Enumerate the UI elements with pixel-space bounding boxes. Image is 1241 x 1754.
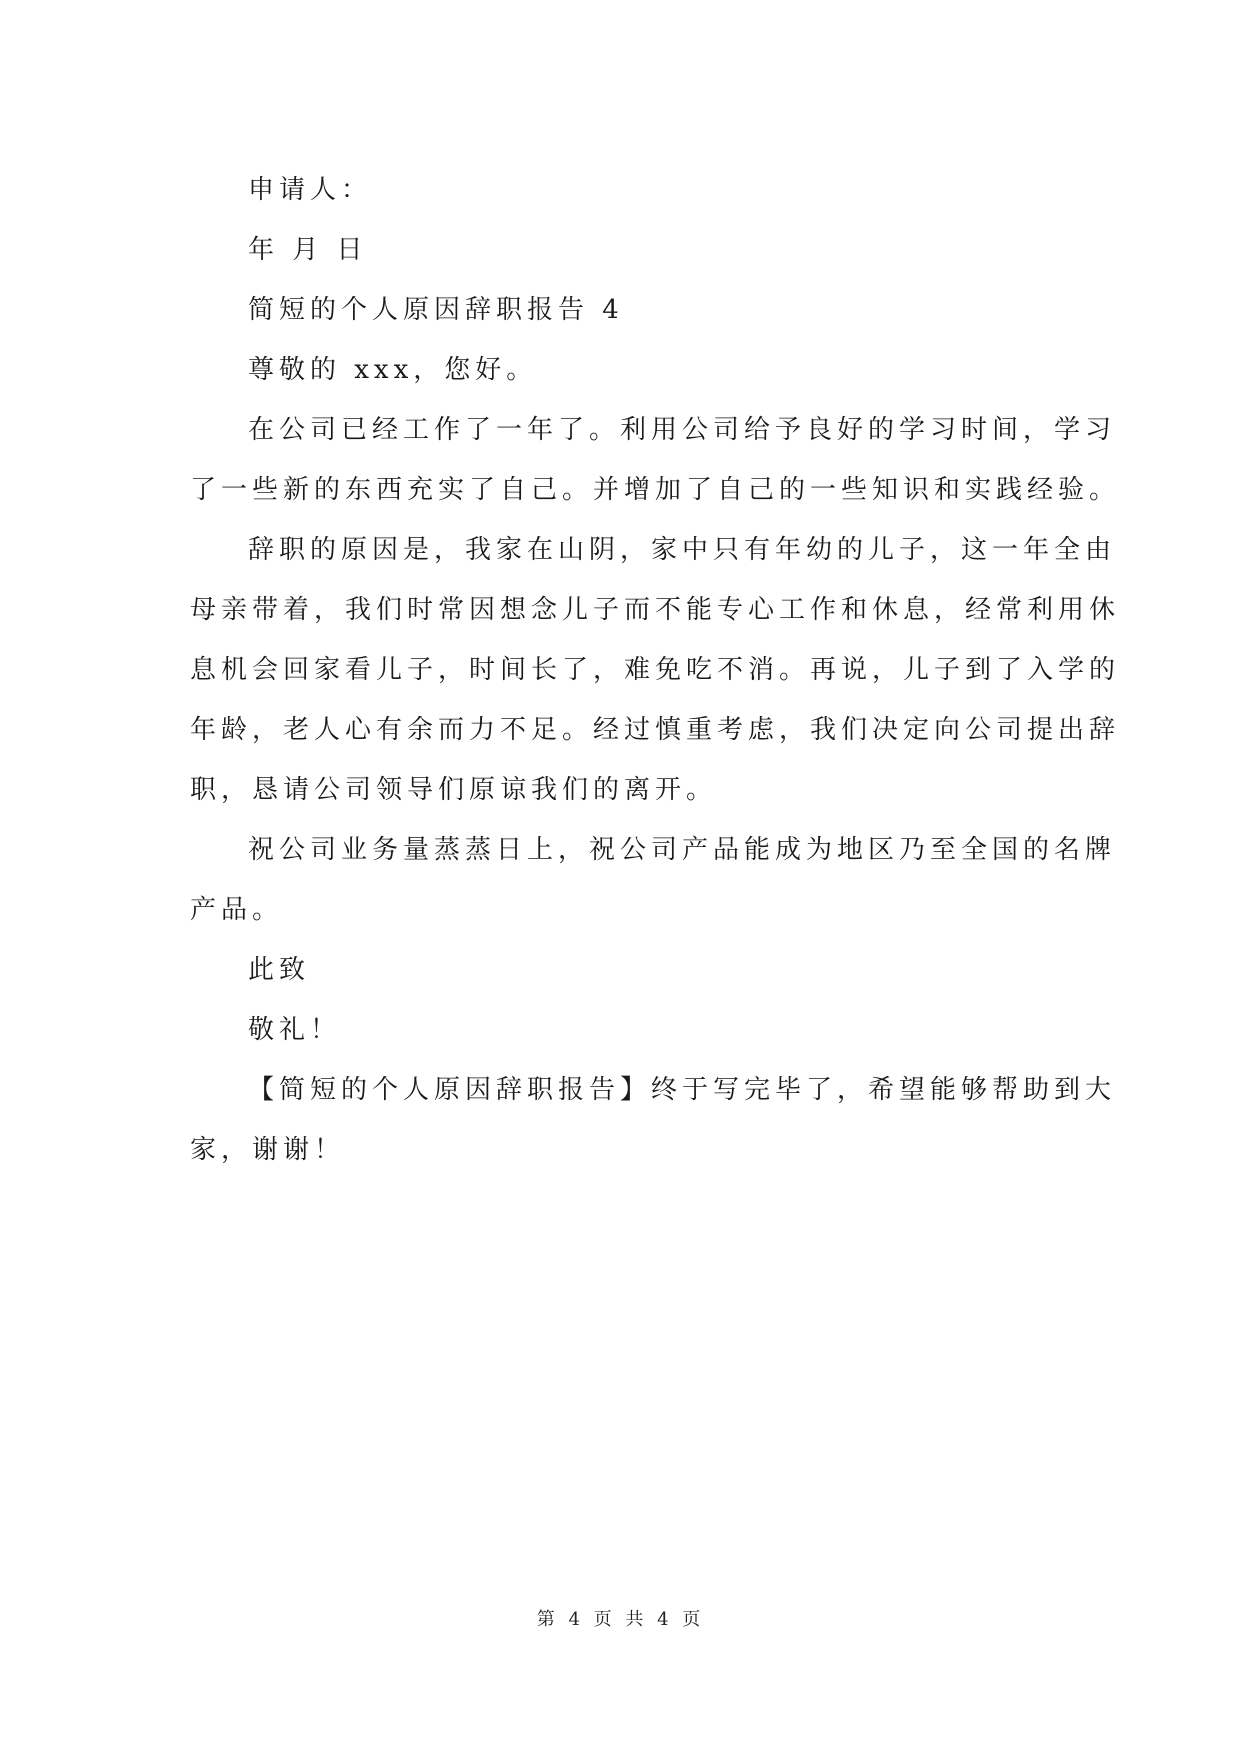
paragraph-line: 祝公司业务量蒸蒸日上，祝公司产品能成为地区乃至全国的名牌 [248,835,1117,865]
closing-line: 此致 [248,955,311,985]
applicant-line: 申请人： [248,175,373,205]
page-footer: 第 4 页 共 4 页 [536,1609,705,1630]
paragraph-line: 了一些新的东西充实了自己。并增加了自己的一些知识和实践经验。 [190,475,1121,505]
paragraph-line: 【简短的个人原因辞职报告】终于写完毕了，希望能够帮助到大 [248,1075,1117,1105]
paragraph-line: 产品。 [190,895,284,925]
paragraph-line: 在公司已经工作了一年了。利用公司给予良好的学习时间，学习 [248,415,1117,445]
paragraph-line: 年龄，老人心有余而力不足。经过慎重考虑，我们决定向公司提出辞 [190,715,1121,745]
document-body [190,160,1121,1180]
paragraph-line: 职，恳请公司领导们原谅我们的离开。 [190,775,718,805]
paragraph-line: 母亲带着，我们时常因想念儿子而不能专心工作和休息，经常利用休 [190,595,1121,625]
paragraph-line: 家，谢谢！ [190,1135,346,1165]
date-line: 年 月 日 [248,235,368,265]
paragraph-line: 息机会回家看儿子，时间长了，难免吃不消。再说，儿子到了入学的 [190,655,1121,685]
section-title: 简短的个人原因辞职报告 4 [248,295,624,325]
paragraph-line: 辞职的原因是，我家在山阴，家中只有年幼的儿子，这一年全由 [248,535,1117,565]
salutation: 尊敬的 xxx，您好。 [248,355,538,385]
closing-salute: 敬礼！ [248,1015,342,1045]
